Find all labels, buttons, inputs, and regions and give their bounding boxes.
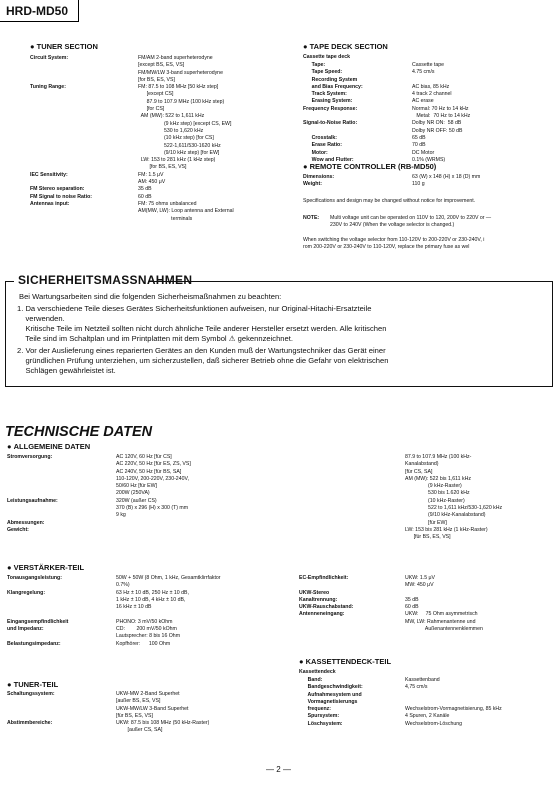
remote-spec-labels: Dimensions: Weight: (303, 174, 335, 188)
spec-row: IEC Sensitivity: FM: 1.5 μV AM: 450 μV (30, 171, 166, 186)
title-rule (148, 281, 298, 282)
tape-section-heading: ● TAPE DECK SECTION (303, 42, 388, 51)
kassettendeck-subheading: Kassettendeck (299, 669, 336, 675)
safety-intro: Bei Wartungsarbeiten sind die folgenden Sicherheismaßnahmen zu beachten: (19, 292, 282, 301)
voltage-note: Multi voltage unit can be operated on 110V to 120, 200V to 220V or — 230V to 240V (When the voltage selector is changed.) (330, 215, 492, 229)
tuner-teil-values: UKW-MW 2-Band Superhet [außer BS, ES, VS] UKW-MW/LW 3-Band Superhet [für BS, ES, VS] UKW: 87.5 bis 108 MHz (50 kHz-Raster) [außer CS, SA] (116, 691, 210, 734)
tape-subheading: Cassette tape deck (303, 54, 350, 60)
spec-row: FM Signal to noise Ratio: 60 dB (30, 193, 152, 200)
spec-row: FM Stereo separation: 35 dB (30, 186, 152, 193)
spec-row: Tuning Range: FM: 87.5 to 108 MHz [50 kHz step] [except CS] 87.9 to 107.9 MHz (100 kHz step) [for CS] AM (MW): 522 to 1,611 kHz (9 kHz step) [except CS, EW] 530 to 1,620 kHz (10 kHz step) [for CS] 522-1,611/530-1620 kHz (9/10 kHz step) [for EW] LW: 153 to 281 kHz (1 kHz step) [for BS, ES, VS] (30, 84, 232, 171)
verstarker-heading: ● VERSTÄRKER-TEIL (7, 563, 84, 572)
tuner-range-continued: 87.9 to 107.9 MHz (100 kHz- Kanalabstand) [für CS, SA] AM (MW): 522 bis 1,611 kHz (9 kHz-Raster) 530 bis 1.620 kHz (10 kHz-Raster) 522 to 1,611 kHz/530-1,620 kHz (9/10 kHz-Kanalabstand) [für EW] LW: 153 bis 281 kHz (1 kHz-Raster) [für BS, ES, VS] (405, 454, 503, 541)
voltage-switching-text: When switching the voltage selector from 110-120V to 200-220V or 230-240V, i rom 200-220V or 230-240V to 110-120V, replace the primary fuse as wel (303, 237, 485, 251)
safety-item-1: 1. Da verschiedene Teile dieses Gerätes Sicherheitsfunktionen aufweisen, nur Original-Hitachi-Ersatzteile verwenden. Kritische Teile im Netzteil sollten nicht durch ähnliche Teile anderer Hersteller ersetzt werden. Alle kritischen Teile sind im Schaltplan und im Printplatten mit dem Symbol ⚠ gekennzeichnet. (17, 304, 387, 343)
model-tag: HRD-MD50 (0, 0, 79, 22)
tuner-spec-table (30, 55, 292, 223)
spec-row: Antennas input: FM: 75 ohms unbalanced AM(MW, LW): Loop antenna and External terminals (30, 200, 234, 222)
spec-row: Circuit System: FM/AM 2-band superheterodyne [except BS, ES, VS] FM/MW/LW 3-band superheterodyne [for BS, ES, VS] (30, 55, 223, 83)
safety-title: SICHERHEITSMASSNAHMEN (14, 273, 196, 287)
verstarker-values: 50W + 50W (8 Ohm, 1 kHz, Gesamtklirrfaktor 0.7%) 63 Hz ± 10 dB, 250 Hz ± 10 dB, 1 kHz ± 10 dB, 4 kHz ± 10 dB, 16 kHz ± 10 dB PHONO: 3 mV/50 kOhm CD: 200 mV/50 kOhm Lautsprecher: 8 bis 16 Ohm Kopfhörer: 100 Ohm (116, 575, 221, 647)
tuner-teil-labels: Schaltungssystem: Abstimmbereiche: (7, 691, 55, 727)
ec-values: UKW: 1.5 μV MW: 450 μV 35 dB 60 dB UKW: 75 Ohm asymmetrisch MW, LW: Rahmenantenne und Außenantennenklemmen (405, 575, 483, 633)
note-label: NOTE: (303, 215, 320, 221)
remote-spec-values: 63 (W) x 148 (H) x 18 (D) mm 110 g (412, 174, 481, 188)
remote-section-heading: ● REMOTE CONTROLLER (RB-MD50) (303, 162, 436, 171)
technische-daten-title: TECHNISCHE DATEN (5, 424, 153, 440)
ec-labels: EC-Empfindlichkeit: UKW-Stereo Kanaltrennung: UKW-Rauschabstand: Antenneneingang: (299, 575, 354, 618)
tuner-section-heading: ● TUNER SECTION (30, 42, 98, 51)
allgemeine-values: AC 120V, 60 Hz [für CS] AC 220V, 50 Hz [für ES, ZS, VS] AC 240V, 50 Hz [für BS, SA] 110-120V, 200-220V, 230-240V, 50/60 Hz [für EW] 200W (250VA) 320W (außer CS) 370 (B) x 296 (H) x 300 (T) mm 9 kg (116, 454, 191, 519)
page-number: — 2 — (266, 765, 291, 774)
verstarker-labels: Tonausgangsleistung: Klangregelung: Eingangsempfindlichkeit und Impedanz: Belastungsimpedanz: (7, 575, 69, 647)
tuner-teil-heading: ● TUNER-TEIL (7, 680, 58, 689)
tape-spec-labels: Tape: Tape Speed: Recording System and Bias Frequency: Track System: Erasing System: Frequency Response: Signal-to-Noise Ratio: Crosstalk: Erase Ratio: Motor: Wow and Flutter: (303, 62, 363, 163)
kassettendeck-heading: ● KASSETTENDECK-TEIL (299, 657, 391, 666)
safety-item-2: 2. Vor der Auslieferung eines reparierten Gerätes an den Kunden muß der Wartungstechniker das Gerät einer gründlichen Prüfung unterziehen, um sicherzustellen, daß sicherer Betrieb ohne die Gefahr von elektrischen Schlägen gewährleistet ist. (17, 346, 389, 375)
allgemeine-labels: Stromversorgung: Leistungsaufnahme: Abmessungen: Gewicht: (7, 454, 58, 533)
kassettendeck-values: Kassettenband 4,75 cm/s Wechselstrom-Vormagnetisierung, 85 kHz 4 Spuren, 2 Kanäle Wechselstrom-Löschung (405, 677, 502, 727)
spec-change-note: Specifications and design may be changed without notice for improvement. (303, 198, 476, 204)
kassettendeck-labels: Band: Bandgeschwindigkeit: Aufnahmesystem und Vormagnetisierungs frequenz: Spursystem: Löschsystem: (307, 677, 363, 727)
safety-box (5, 273, 553, 387)
tape-spec-values: Cassette tape 4.75 cm/s AC bias, 85 kHz 4 track 2 channel AC erase Normal: 70 Hz to 14 kHz Metal: 70 Hz to 14 kHz Dolby NR ON: 58 dB Dolby NR OFF: 50 dB 65 dB 70 dB DC Motor 0.1% (WRMS) (412, 62, 471, 163)
allgemeine-heading: ● ALLGEMEINE DATEN (7, 442, 90, 451)
